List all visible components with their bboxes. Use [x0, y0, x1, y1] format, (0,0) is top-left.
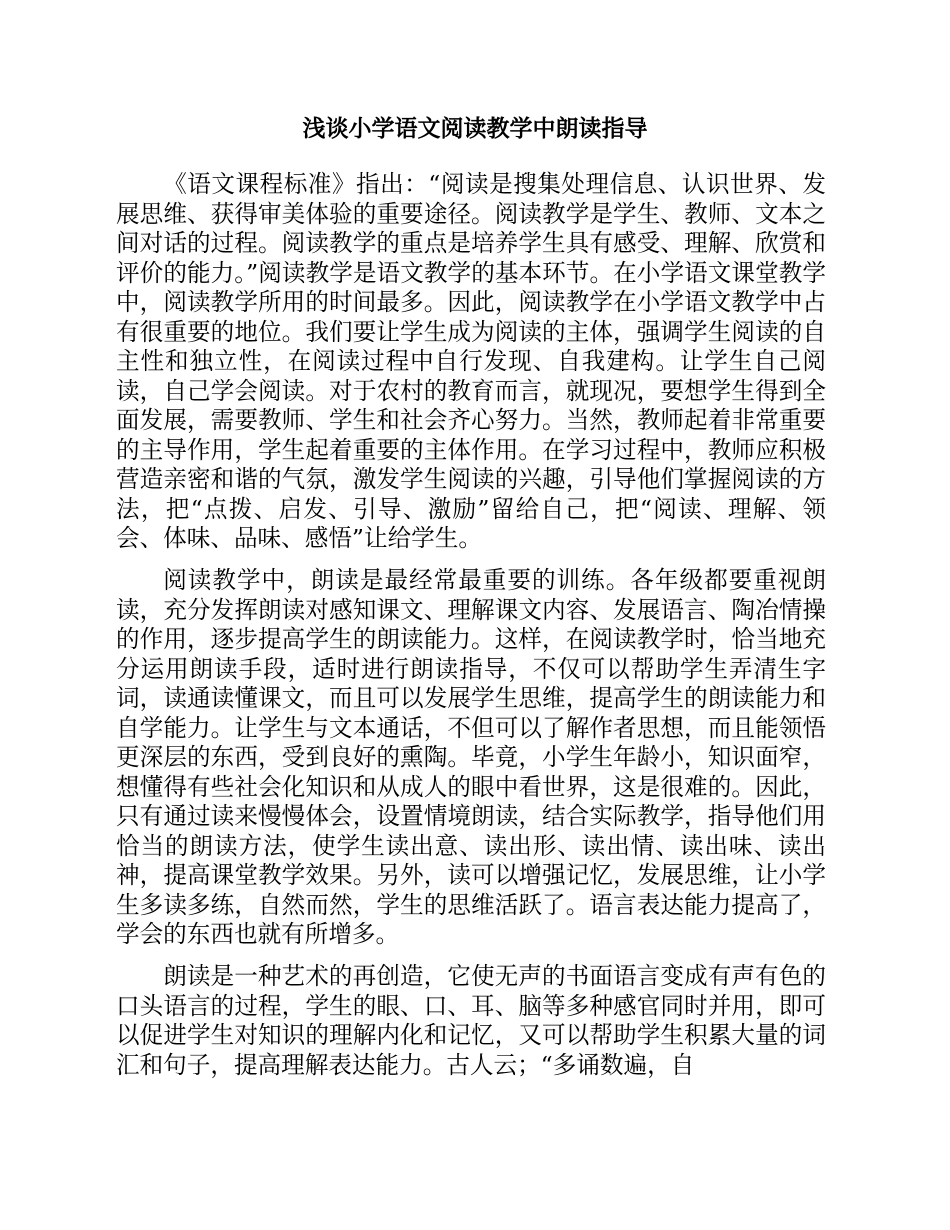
- document-title: 浅谈小学语文阅读教学中朗读指导: [302, 115, 648, 142]
- paragraph-1: 《语文课程标准》指出：“阅读是搜集处理信息、认识世界、发展思维、获得审美体验的重要途径。阅读教学是学生、教师、文本之间对话的过程。阅读教学的重点是培养学生具有感受、理解、欣赏和评价的能力。”阅读教学是语文教学的基本环节。在小学语文课堂教学中，阅读教学所用的时间最多。因此，阅读教学在小学语文教学中占有很重要的地位。我们要让学生成为阅读的主体，强调学生阅读的自主性和独立性，在阅读过程中自行发现、自我建构。让学生自己阅读，自己学会阅读。对于农村的教育而言，就现况，要想学生得到全面发展，需要教师、学生和社会齐心努力。当然，教师起着非常重要的主导作用，学生起着重要的主体作用。在学习过程中，教师应积极营造亲密和谐的气氛，激发学生阅读的兴趣，引导他们掌握阅读的方法，把“点拨、启发、引导、激励”留给自己，把“阅读、理解、领会、体味、品味、感悟”让给学生。: [116, 170, 826, 552]
- paragraph-3: 朗读是一种艺术的再创造，它使无声的书面语言变成有声有色的口头语言的过程，学生的眼、口、耳、脑等多种感官同时并用，即可以促进学生对知识的理解内化和记忆，又可以帮助学生积累大量的词汇和句子，提高理解表达能力。古人云；“多诵数遍，自: [116, 962, 826, 1079]
- paragraph-2: 阅读教学中，朗读是最经常最重要的训练。各年级都要重视朗读，充分发挥朗读对感知课文、理解课文内容、发展语言、陶冶情操的作用，逐步提高学生的朗读能力。这样，在阅读教学时，恰当地充分运用朗读手段，适时进行朗读指导，不仅可以帮助学生弄清生字词，读通读懂课文，而且可以发展学生思维，提高学生的朗读能力和自学能力。让学生与文本通话，不但可以了解作者思想，而且能领悟更深层的东西，受到良好的熏陶。毕竟，小学生年龄小，知识面窄，想懂得有些社会化知识和从成人的眼中看世界，这是很难的。因此，只有通过读来慢慢体会，设置情境朗读，结合实际教学，指导他们用恰当的朗读方法，使学生读出意、读出形、读出情、读出味、读出神，提高课堂教学效果。另外，读可以增强记忆，发展思维，让小学生多读多练，自然而然，学生的思维活跃了。语言表达能力提高了，学会的东西也就有所增多。: [116, 566, 826, 948]
